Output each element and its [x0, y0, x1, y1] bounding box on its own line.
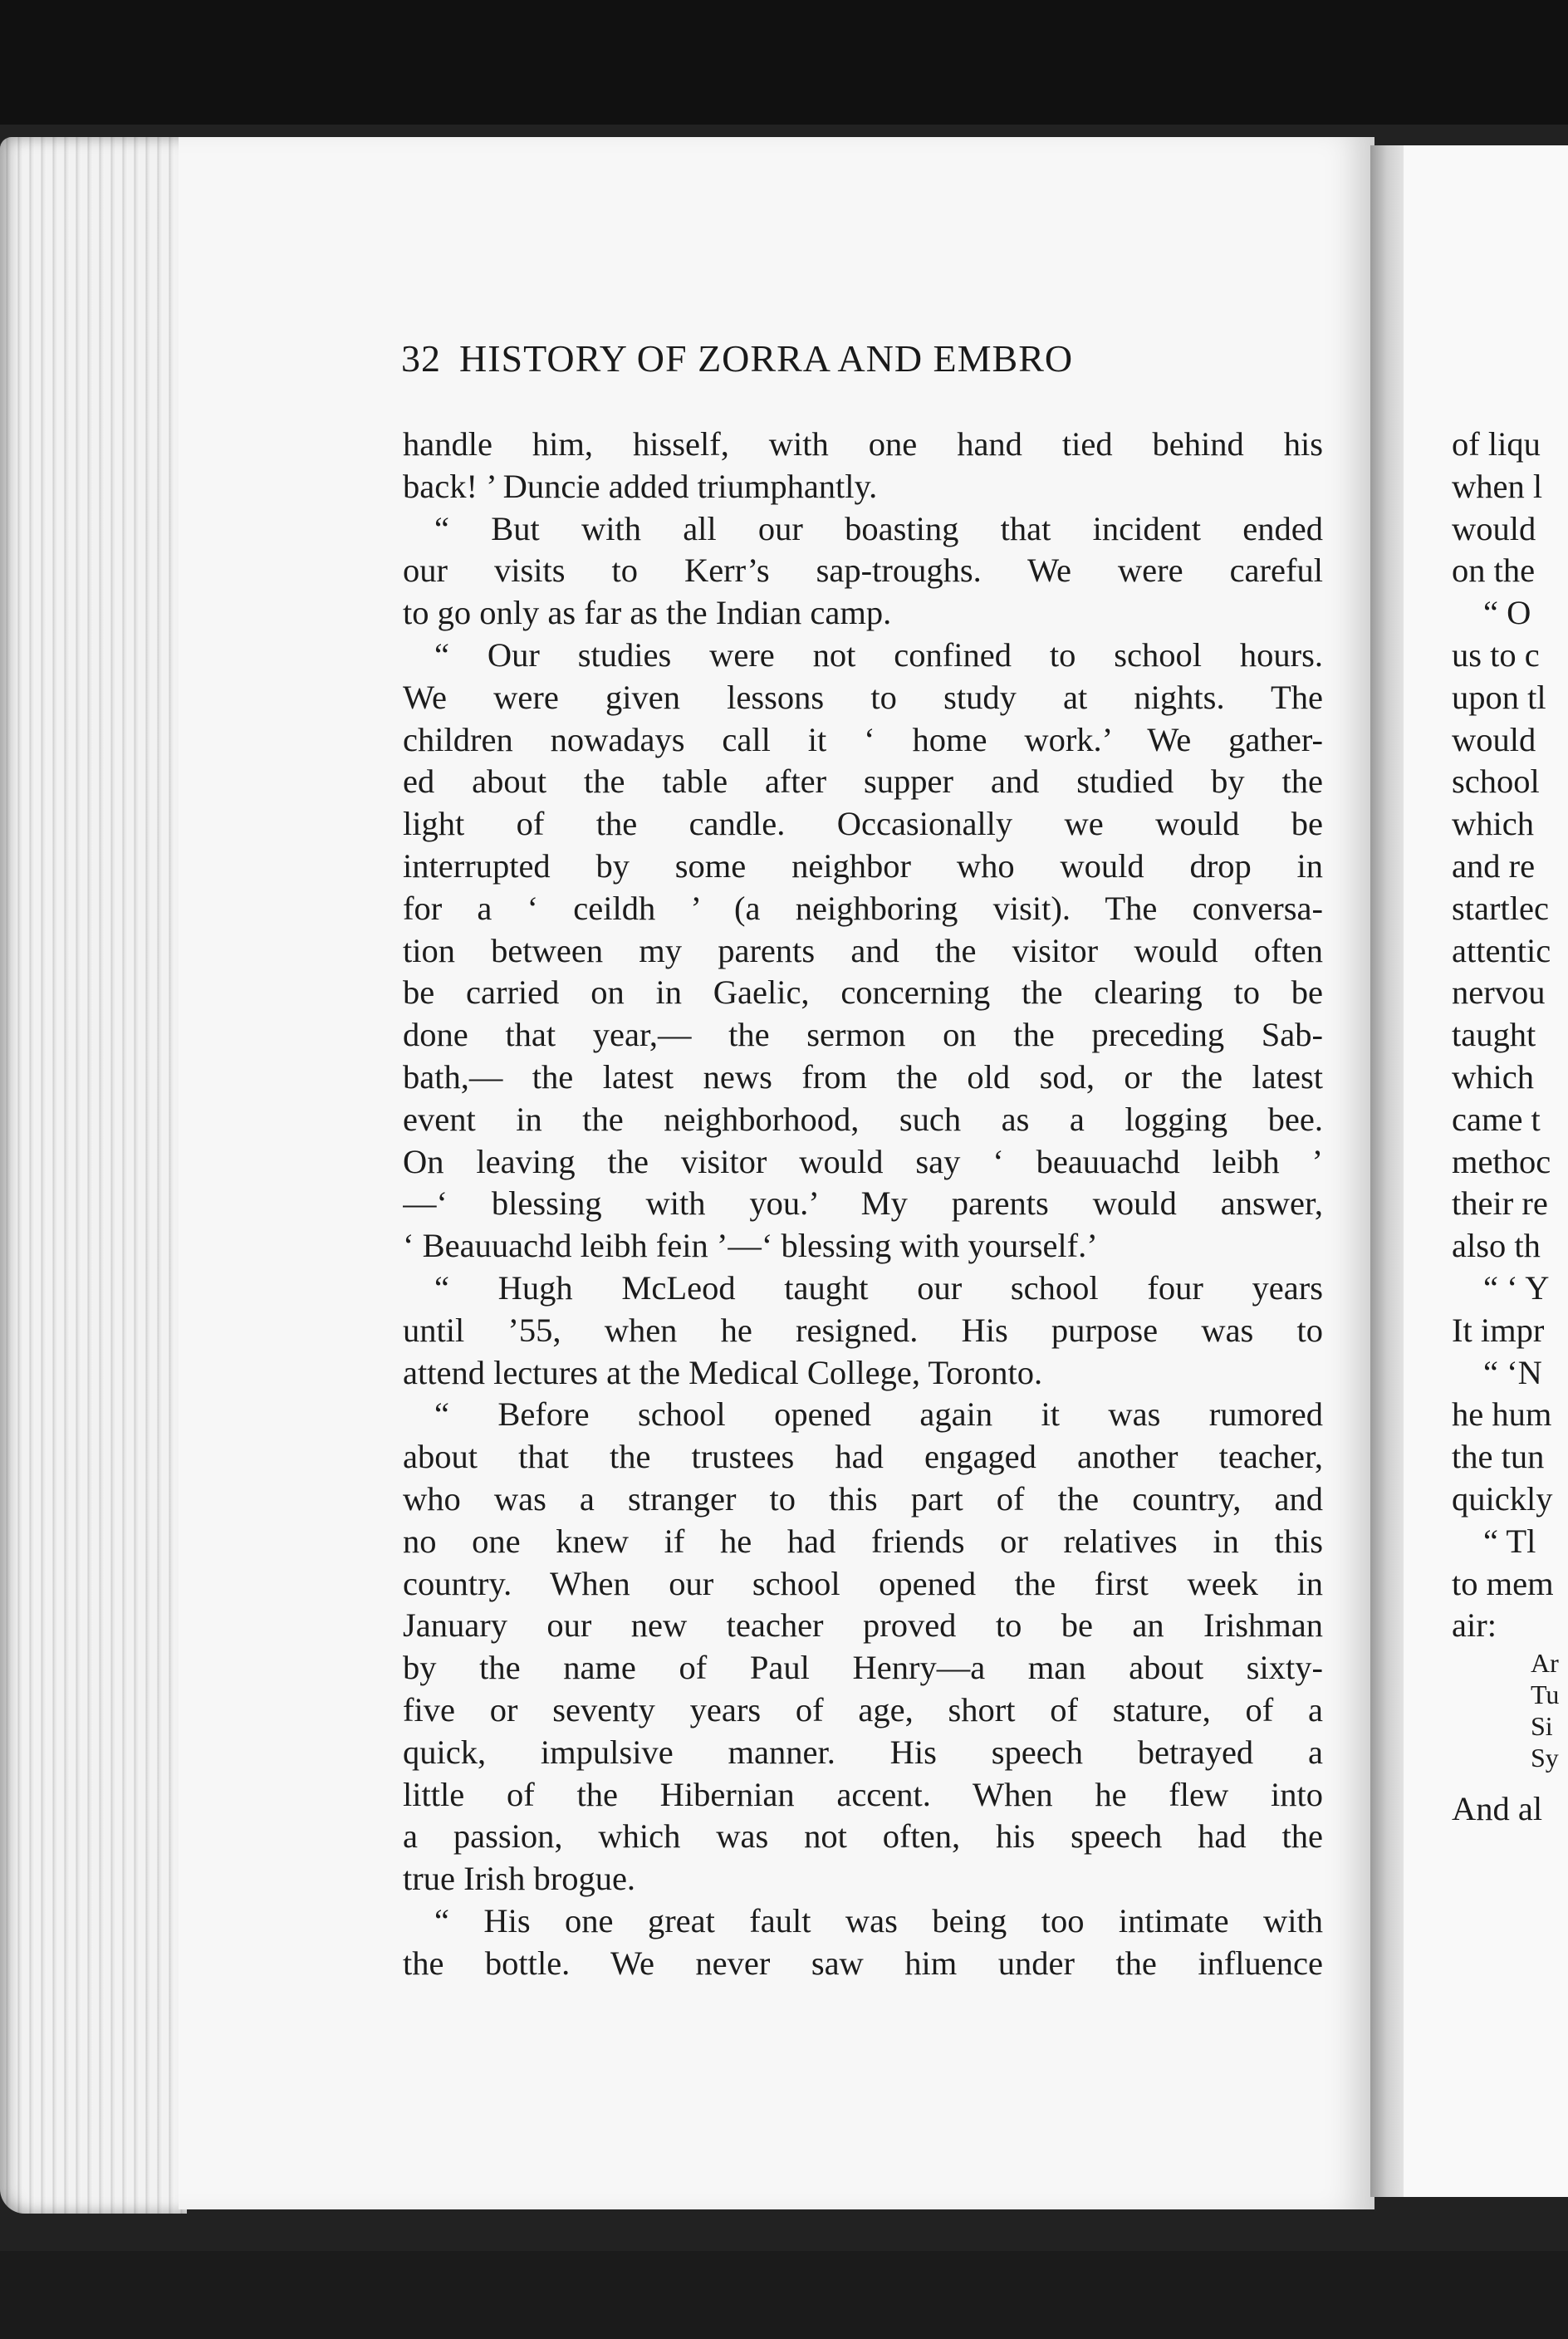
text-line: the bottle. We never saw him under the influence — [403, 1944, 1323, 1982]
page-number: 32 — [401, 337, 441, 380]
text-line: by the name of Paul Henry—a man about sixty- — [403, 1649, 1323, 1687]
running-head — [401, 336, 1281, 380]
text-line: he hum — [1452, 1395, 1552, 1434]
text-line: taught — [1452, 1016, 1536, 1054]
text-line: be carried on in Gaelic, concerning the clearing to be — [403, 973, 1323, 1012]
verse-line: Si — [1531, 1711, 1553, 1742]
text-line: ‘ Beauuachd leibh fein ’—‘ blessing with yourself.’ — [403, 1227, 1098, 1265]
text-line: their re — [1452, 1184, 1548, 1223]
text-line: our visits to Kerr’s sap-troughs. We were careful — [403, 552, 1323, 590]
verse-line: Sy — [1531, 1743, 1559, 1773]
book-title: HISTORY OF ZORRA AND EMBRO — [459, 337, 1074, 380]
text-line: methoc — [1452, 1142, 1551, 1180]
text-line: about that the trustees had engaged another teacher, — [403, 1438, 1323, 1476]
text-line: which — [1452, 805, 1534, 843]
text-line: would — [1452, 720, 1536, 758]
text-line: country. When our school opened the first week in — [403, 1564, 1323, 1602]
text-line: “ Before school opened again it was rumored — [434, 1395, 1323, 1434]
page-gutter — [1370, 145, 1408, 2197]
text-line: to mem — [1452, 1564, 1554, 1602]
text-line: January our new teacher proved to be an Irishman — [403, 1606, 1323, 1645]
text-line: back! ’ Duncie added triumphantly. — [403, 467, 878, 505]
text-line: “ ‘N — [1483, 1353, 1542, 1391]
left-page-body-text — [403, 424, 1323, 1984]
text-line: on the — [1452, 552, 1536, 590]
text-line: attentic — [1452, 931, 1551, 969]
text-line: and re — [1452, 846, 1536, 885]
text-line: startlec — [1452, 889, 1549, 927]
text-line: We were given lessons to study at nights. The — [403, 678, 1323, 716]
text-line: would — [1452, 509, 1536, 547]
verse-line: Ar — [1531, 1648, 1559, 1679]
text-line: handle him, hisself, with one hand tied behind his — [403, 425, 1323, 463]
text-line: us to c — [1452, 635, 1540, 674]
text-line: ed about the table after supper and studied by the — [403, 763, 1323, 801]
text-line: little of the Hibernian accent. When he flew into — [403, 1775, 1323, 1813]
verse-line: Tu — [1531, 1679, 1560, 1710]
text-line: of liqu — [1452, 425, 1541, 463]
text-line: a passion, which was not often, his speech had the — [403, 1817, 1323, 1856]
page-stack-edges — [0, 137, 187, 2214]
text-line: quickly — [1452, 1479, 1553, 1518]
text-line: who was a stranger to this part of the country, and — [403, 1479, 1323, 1518]
text-line: It impr — [1452, 1311, 1545, 1349]
text-line: “ But with all our boasting that incident ended — [434, 509, 1323, 547]
text-line: attend lectures at the Medical College, Toronto. — [403, 1353, 1043, 1391]
text-line: “ ‘ Y — [1483, 1268, 1550, 1307]
text-line: children nowadays call it ‘ home work.’ We gather- — [403, 720, 1323, 758]
text-line: the tun — [1452, 1438, 1545, 1476]
text-line: On leaving the visitor would say ‘ beauuachd leibh ’ — [403, 1142, 1323, 1180]
text-line: “ O — [1483, 594, 1531, 632]
text-line: five or seventy years of age, short of stature, of a — [403, 1690, 1323, 1729]
scanner-background — [0, 0, 1568, 141]
text-line: no one knew if he had friends or relatives in this — [403, 1522, 1323, 1560]
right-page-body-text — [1452, 424, 1568, 1831]
text-line: —‘ blessing with you.’ My parents would answer, — [403, 1184, 1323, 1223]
text-line: done that year,— the sermon on the preceding Sab- — [403, 1016, 1323, 1054]
text-line: “ Hugh McLeod taught our school four years — [434, 1268, 1323, 1307]
text-line: tion between my parents and the visitor would often — [403, 931, 1323, 969]
text-line: for a ‘ ceildh ’ (a neighboring visit). The conversa- — [403, 889, 1323, 927]
text-line: upon tl — [1452, 678, 1546, 716]
text-line: also th — [1452, 1227, 1541, 1265]
text-line: true Irish brogue. — [403, 1860, 636, 1898]
text-line: And al — [1452, 1790, 1543, 1828]
text-line: quick, impulsive manner. His speech betrayed a — [403, 1733, 1323, 1771]
text-line: event in the neighborhood, such as a logging bee. — [403, 1100, 1323, 1138]
text-line: until ’55, when he resigned. His purpose was to — [403, 1311, 1323, 1349]
text-line: which — [1452, 1057, 1534, 1096]
text-line: to go only as far as the Indian camp. — [403, 594, 892, 632]
text-line: interrupted by some neighbor who would drop in — [403, 846, 1323, 885]
text-line: light of the candle. Occasionally we would be — [403, 805, 1323, 843]
text-line: “ Our studies were not confined to school hours. — [434, 635, 1323, 674]
text-line: air: — [1452, 1606, 1497, 1645]
text-line: when l — [1452, 467, 1543, 505]
text-line: came t — [1452, 1100, 1541, 1138]
text-line: school — [1452, 763, 1540, 801]
text-line: “ Tl — [1483, 1522, 1536, 1560]
text-line: “ His one great fault was being too intimate with — [434, 1901, 1323, 1939]
text-line: bath,— the latest news from the old sod, or the latest — [403, 1057, 1323, 1096]
text-line: nervou — [1452, 973, 1546, 1012]
